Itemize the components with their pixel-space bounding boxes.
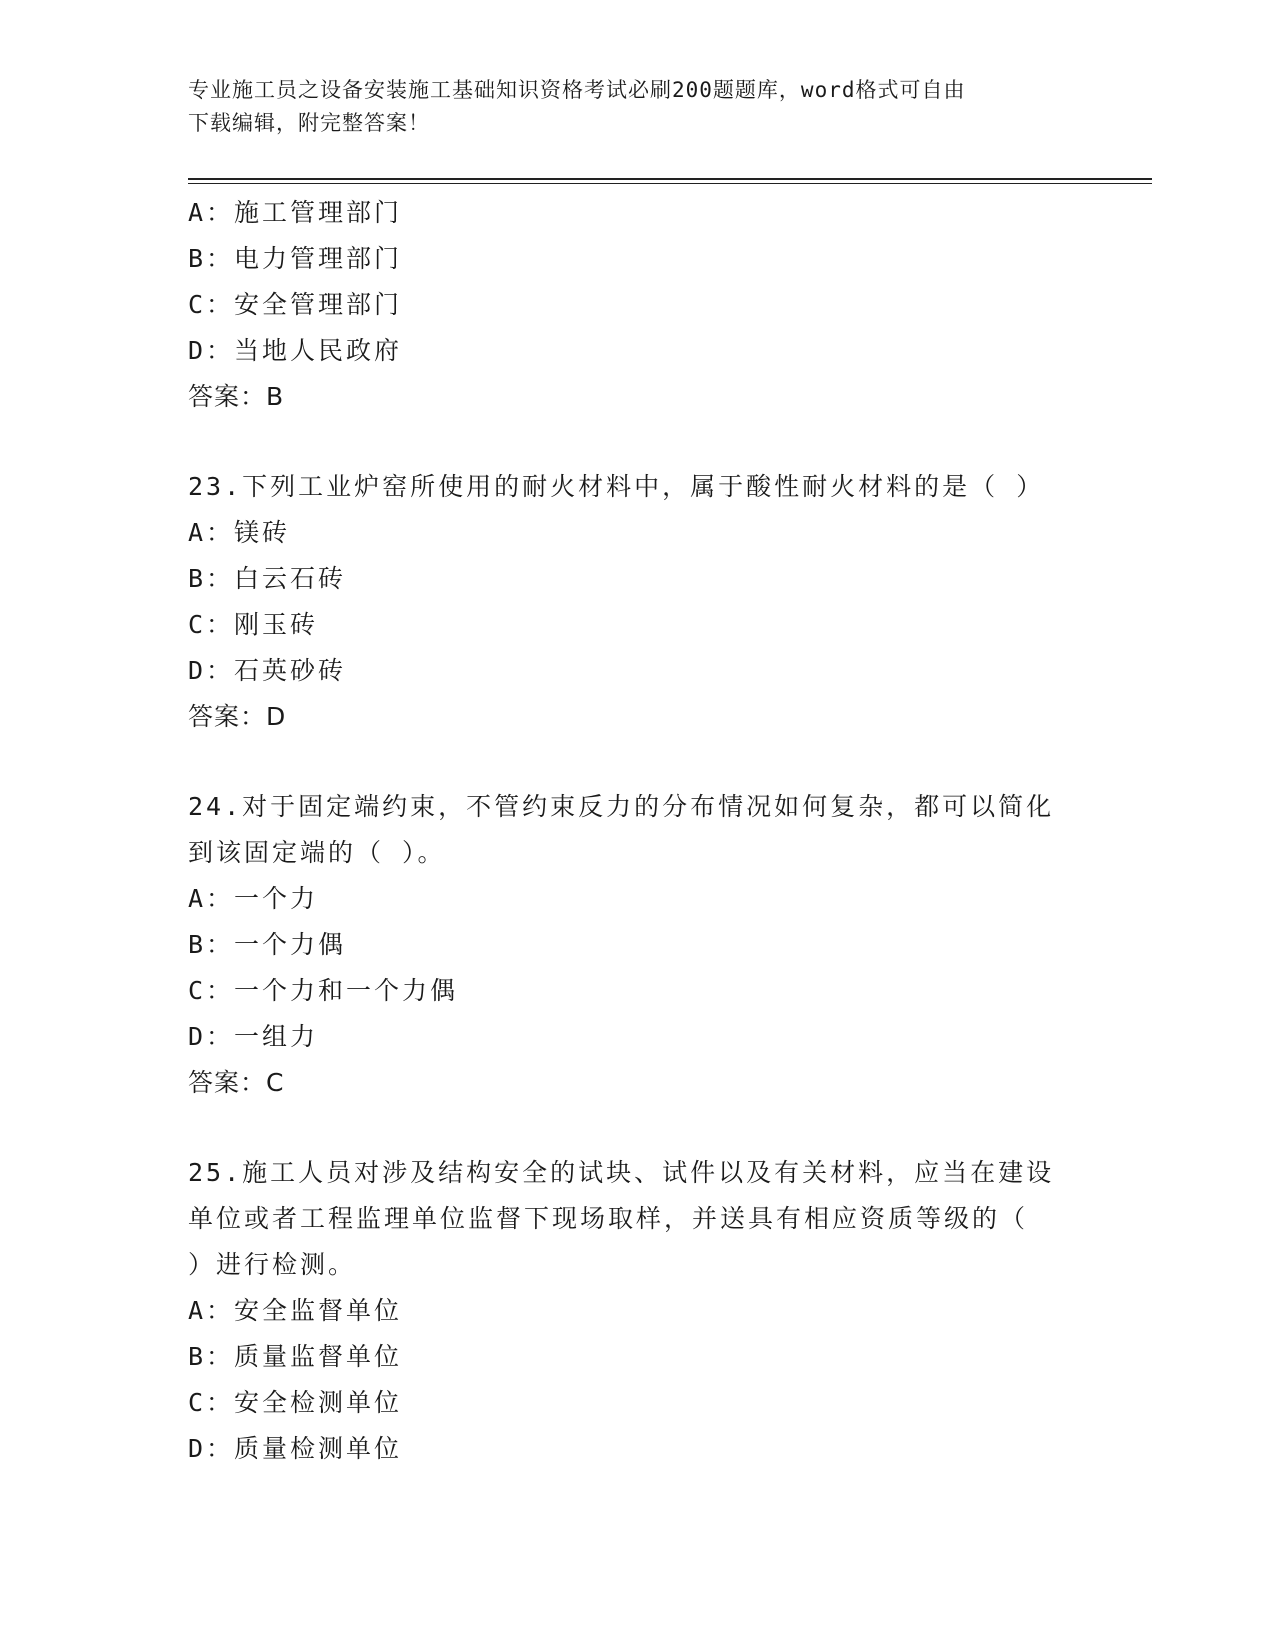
option-b: B：一个力偶 xyxy=(188,930,347,959)
option-d: D：当地人民政府 xyxy=(188,336,403,365)
option-d: D：质量检测单位 xyxy=(188,1434,403,1463)
answer: 答案：C xyxy=(188,1068,285,1097)
question-23 xyxy=(188,464,1088,740)
question-24 xyxy=(188,784,1088,1106)
question-text: 23.下列工业炉窑所使用的耐火材料中，属于酸性耐火材料的是（ ） xyxy=(188,472,1045,501)
option-a: A：一个力 xyxy=(188,884,319,913)
question-text: 单位或者工程监理单位监督下现场取样，并送具有相应资质等级的（ xyxy=(188,1204,1029,1233)
header-line-1: 专业施工员之设备安装施工基础知识资格考试必刷200题题库，word格式可自由 xyxy=(188,78,966,102)
answer: 答案：D xyxy=(188,702,287,731)
option-d: D：石英砂砖 xyxy=(188,656,347,685)
option-b: B：电力管理部门 xyxy=(188,244,403,273)
option-c: C：一个力和一个力偶 xyxy=(188,976,459,1005)
option-c: C：安全检测单位 xyxy=(188,1388,403,1417)
question-text: 到该固定端的（ ）。 xyxy=(188,838,446,867)
option-a: A：镁砖 xyxy=(188,518,291,547)
question-text: ）进行检测。 xyxy=(188,1250,357,1279)
option-b: B：质量监督单位 xyxy=(188,1342,403,1371)
document-header xyxy=(188,74,1088,140)
header-line-2: 下载编辑，附完整答案！ xyxy=(188,111,430,135)
question-text: 24.对于固定端约束，不管约束反力的分布情况如何复杂，都可以简化 xyxy=(188,792,1055,821)
option-c: C：安全管理部门 xyxy=(188,290,403,319)
question-25 xyxy=(188,1150,1088,1472)
option-d: D：一组力 xyxy=(188,1022,319,1051)
option-b: B：白云石砖 xyxy=(188,564,347,593)
option-a: A：安全监督单位 xyxy=(188,1296,403,1325)
option-a: A：施工管理部门 xyxy=(188,198,403,227)
option-c: C：刚玉砖 xyxy=(188,610,319,639)
question-text: 25.施工人员对涉及结构安全的试块、试件以及有关材料，应当在建设 xyxy=(188,1158,1055,1187)
question-list xyxy=(188,190,1088,1472)
answer: 答案：B xyxy=(188,382,285,411)
header-divider-thick xyxy=(188,178,1152,180)
question-22 xyxy=(188,190,1088,420)
header-divider-thin xyxy=(188,183,1152,184)
